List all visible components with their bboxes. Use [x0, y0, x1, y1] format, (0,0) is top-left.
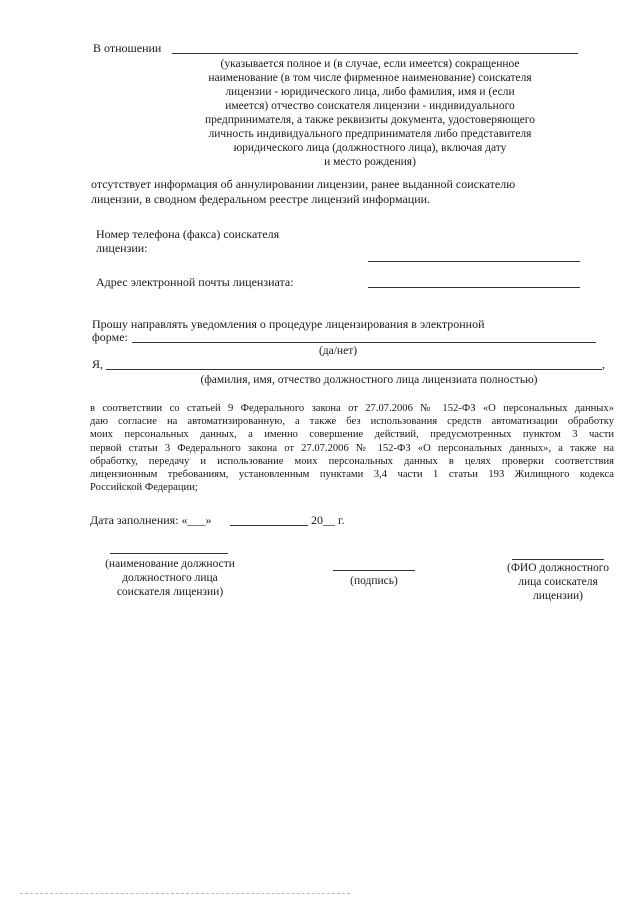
notify-label: Прошу направлять уведомления о процедуре лицензирования в электронной [92, 317, 485, 331]
regarding-label: В отношении [93, 41, 162, 55]
date-row [90, 513, 212, 528]
hint-line: наименование (в том числе фирменное наименование) соискателя [208, 72, 532, 84]
position-hint-line: должностного лица [122, 572, 218, 584]
date-year-suffix: г. [338, 513, 345, 527]
phone-label-cont: лицензии: [96, 241, 148, 255]
email-label: Адрес электронной почты лицензиата: [96, 275, 294, 289]
phone-label: Номер телефона (факса) соискателя [96, 227, 280, 241]
consent-line: первой статьи 3 Федерального закона от 27.07.2006 № 152-ФЗ «О персональных данных», а также на [90, 442, 614, 454]
fio-hint-line: (ФИО должностного [507, 562, 609, 574]
i-end-comma: , [602, 357, 605, 371]
signature-field[interactable] [333, 570, 415, 571]
hint-line: личность индивидуального предпринимателя либо представителя [208, 128, 532, 140]
position-field[interactable] [110, 553, 228, 554]
official-name-field[interactable] [106, 369, 602, 370]
position-hint [85, 557, 255, 599]
consent-line: моих персональных данных, а именно совершение действий, предусмотренных пунктом 3 части [90, 429, 614, 441]
date-year [311, 513, 345, 528]
signature-hint: (подпись) [350, 575, 398, 587]
hint-line: (указывается полное и (в случае, если имеется) сокращенное [220, 58, 520, 70]
consent-line: лицензионным требованиям, установленным пунктами 3,4 части 1 статьи 193 Жилищного кодекса [90, 469, 614, 481]
consent-line: в соответствии со статьей 9 Федерального закона от 27.07.2006 № 152-ФЗ «О персональных данных» [90, 403, 614, 414]
fio-hint-line: лицензии) [533, 590, 583, 602]
date-day-field[interactable]: ___ [187, 513, 206, 527]
notify-label-cont: форме: [92, 330, 128, 344]
hint-line: и место рождения) [324, 156, 416, 168]
position-hint-line: соискателя лицензии) [116, 586, 224, 598]
fio-field[interactable] [512, 559, 604, 560]
hint-line: имеется) отчество соискателя лицензии - индивидуального [225, 100, 515, 112]
applicant-hint [150, 57, 590, 169]
hint-line: юридического лица (должностного лица), включая дату [233, 142, 507, 154]
notify-hint: (да/нет) [318, 345, 358, 357]
date-month-field[interactable] [230, 525, 308, 526]
i-label: Я, [92, 357, 104, 371]
fio-hint-line: лица соискателя [518, 576, 598, 588]
date-close-quote: » [205, 513, 212, 527]
fio-hint [490, 561, 626, 603]
official-name-hint: (фамилия, имя, отчество должностного лица лицензиата полностью) [200, 374, 538, 386]
footer-divider [20, 893, 350, 894]
consent-paragraph [90, 402, 614, 494]
email-field[interactable] [368, 287, 580, 288]
consent-line: обработку, передачу и использование моих персональных данных в целях проверки соответствия [90, 455, 614, 467]
date-label: Дата заполнения: « [90, 513, 188, 527]
hint-line: предпринимателя, а также реквизиты документа, удостоверяющего [204, 114, 535, 126]
date-year-field[interactable]: __ [323, 513, 335, 527]
hint-line: лицензии - юридического лица, либо фамилия, имя и (если [225, 86, 515, 98]
notify-choice-field[interactable] [132, 342, 596, 343]
date-year-prefix: 20 [311, 513, 323, 527]
statement-line: отсутствует информация об аннулировании лицензии, ранее выданной соискателю [91, 177, 516, 191]
applicant-name-field[interactable] [172, 53, 578, 54]
consent-line: даю согласие на автоматизированную, а также без использования средств автоматизации обработку [90, 416, 614, 428]
statement-line: лицензии, в сводном федеральном реестре лицензий информации. [91, 192, 431, 206]
consent-line: Российской Федерации; [90, 482, 198, 494]
position-hint-line: (наименование должности [105, 558, 235, 570]
phone-field[interactable] [368, 261, 580, 262]
